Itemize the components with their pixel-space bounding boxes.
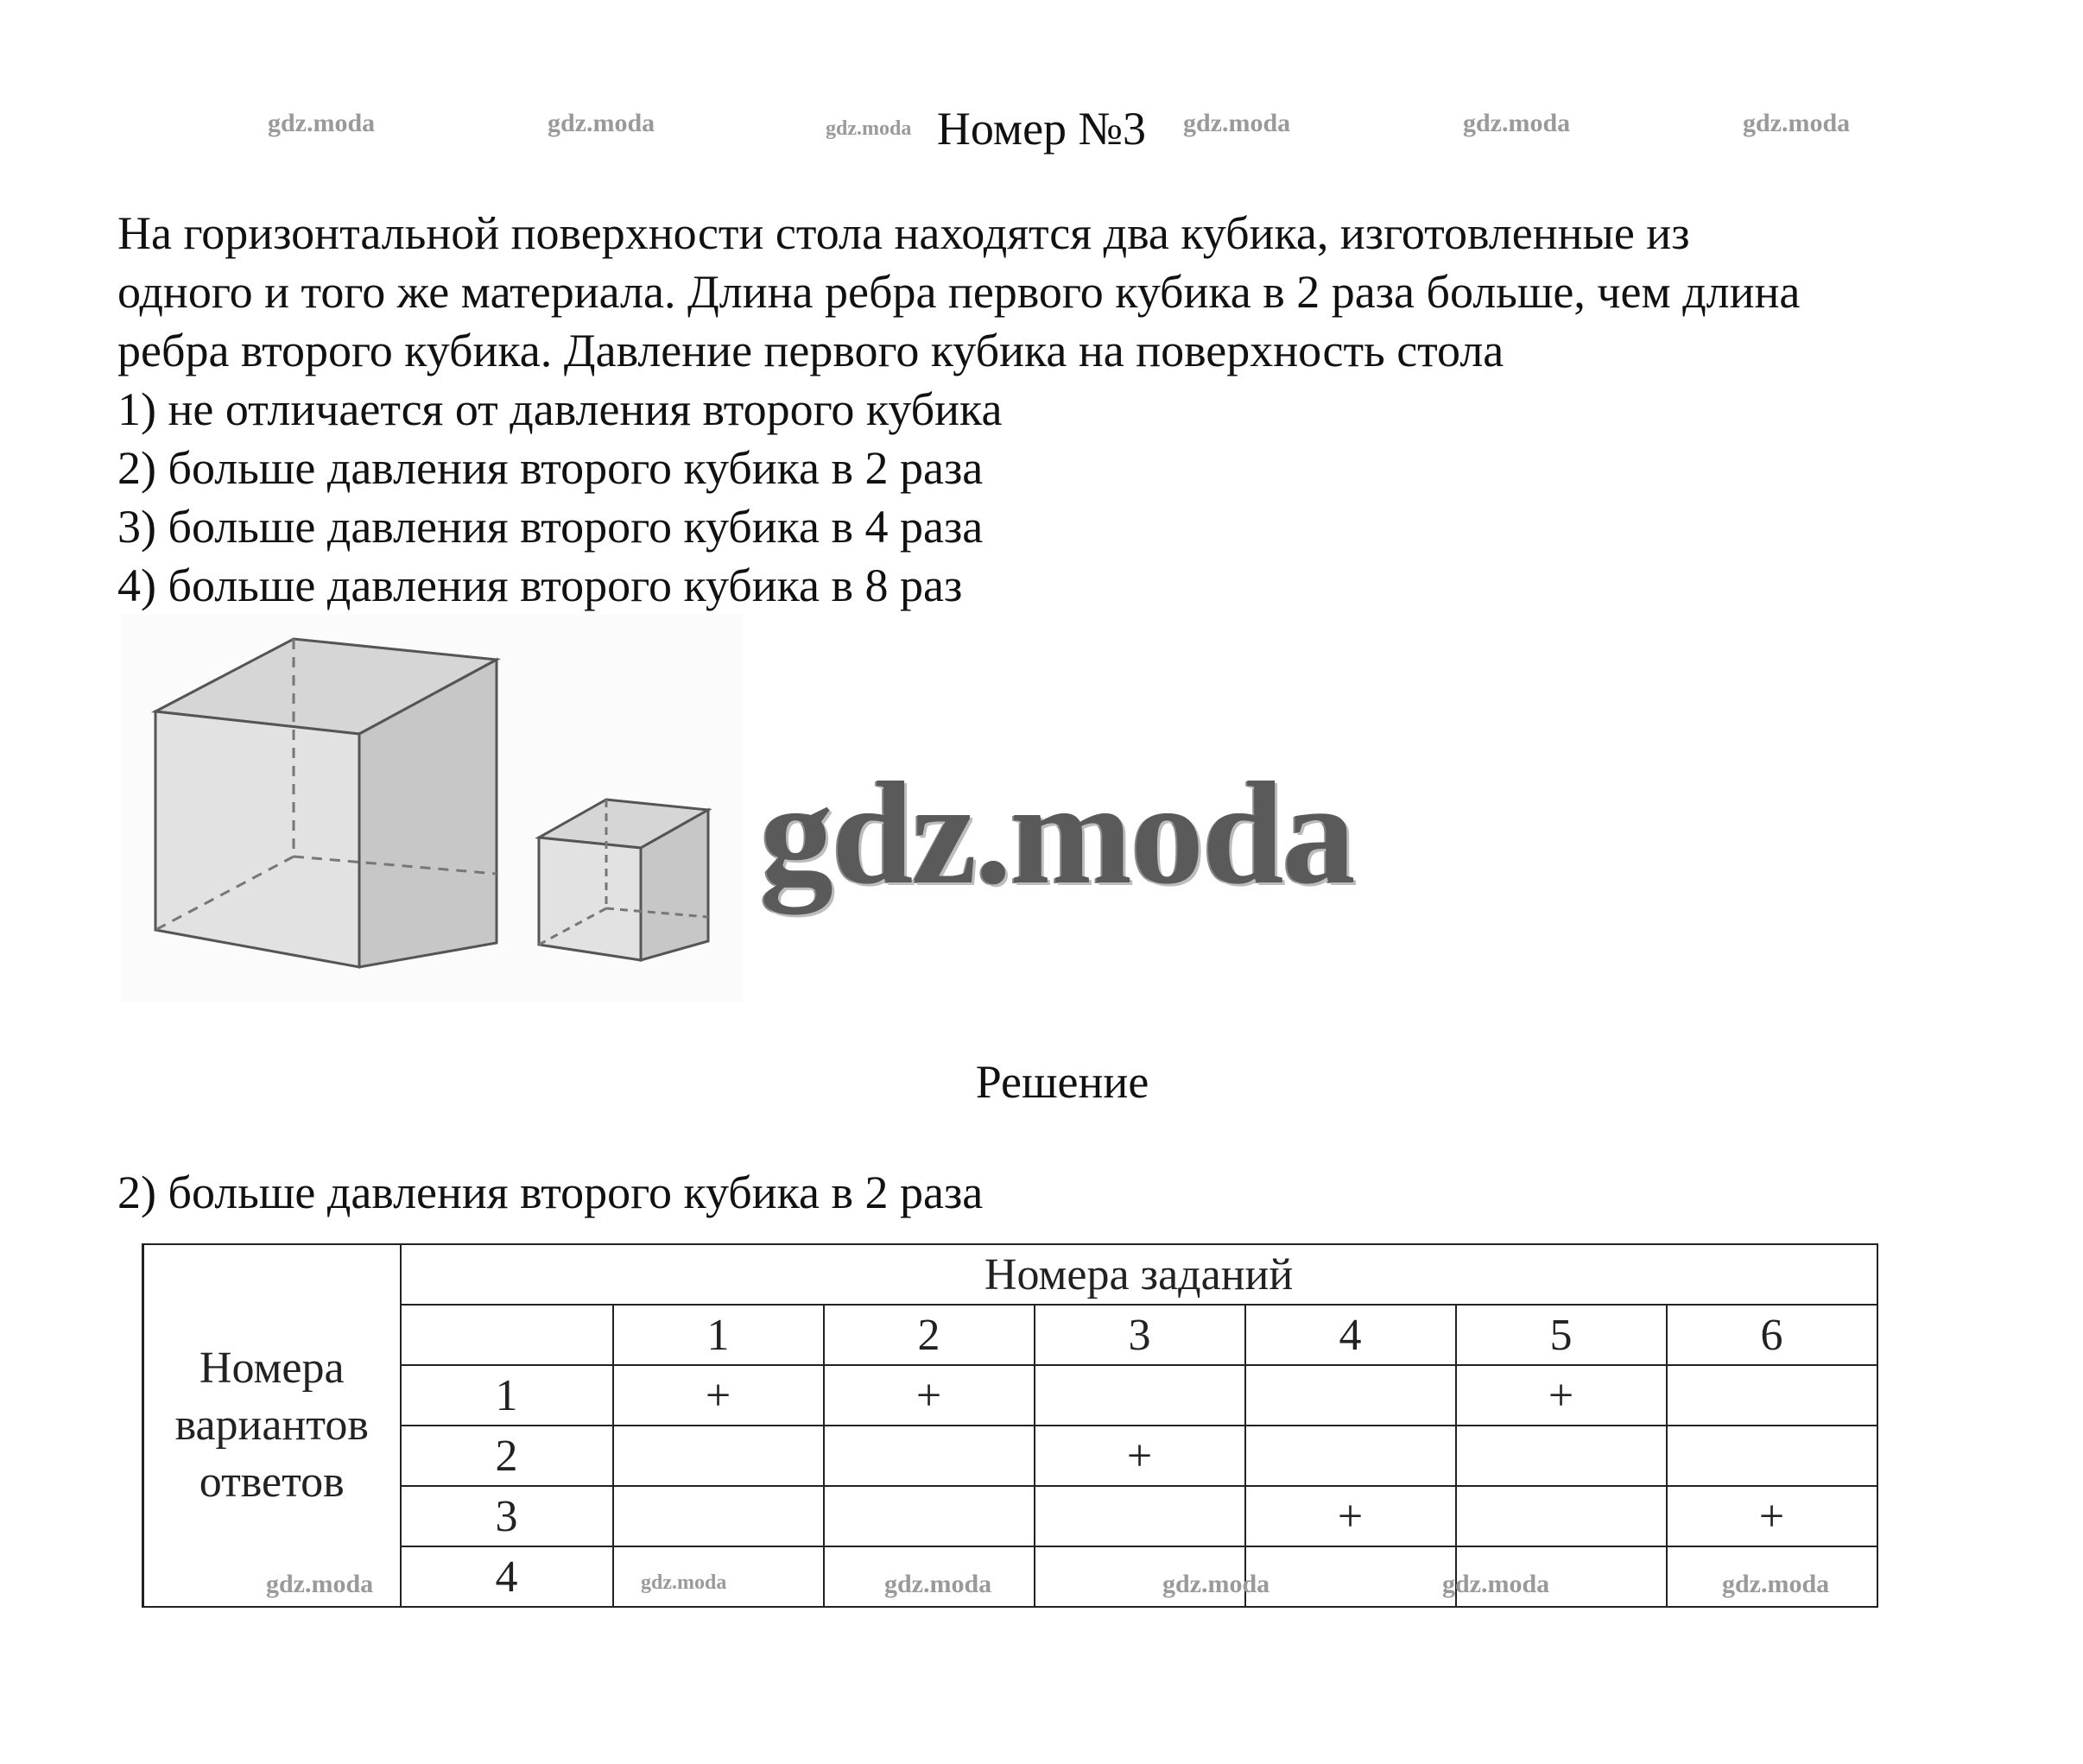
task-number: 1 (613, 1305, 824, 1365)
mark-cell (1667, 1365, 1877, 1426)
problem-line: На горизонтальной поверхности стола находятся два кубика, изготовленные из (117, 207, 1690, 259)
page-title: Номер №3 (936, 103, 1147, 155)
large-cube (155, 639, 497, 967)
watermark: gdz.moda (266, 1570, 374, 1598)
task-number: 2 (824, 1305, 1035, 1365)
mark-cell (1245, 1365, 1456, 1426)
watermark: gdz.moda (1162, 1570, 1270, 1598)
option-number: 2 (401, 1426, 613, 1486)
task-number: 4 (1245, 1305, 1456, 1365)
watermark: gdz.moda (826, 117, 912, 140)
answer-option: 4) больше давления второго кубика в 8 раз (117, 560, 963, 611)
cubes-illustration (121, 615, 743, 1002)
watermark: gdz.moda (268, 109, 376, 137)
mark-cell: + (1035, 1426, 1245, 1486)
answer-option: 2) больше давления второго кубика в 2 раза (117, 442, 984, 494)
solution-heading: Решение (975, 1056, 1149, 1108)
mark-cell (1245, 1426, 1456, 1486)
task-number: 6 (1667, 1305, 1877, 1365)
mark-cell (1035, 1486, 1245, 1546)
table-row (143, 1426, 1877, 1486)
small-cube (539, 800, 708, 960)
corner-cell (401, 1305, 613, 1365)
table-row (143, 1546, 1877, 1607)
cubes-drawing (121, 615, 743, 1002)
watermark: gdz.moda (1722, 1570, 1830, 1598)
mark-cell (613, 1486, 824, 1546)
option-number: 3 (401, 1486, 613, 1546)
problem-text (117, 204, 2069, 615)
watermark: gdz.moda (548, 109, 655, 137)
answer-option: 1) не отличается от давления второго кубика (117, 383, 1003, 435)
table-row (143, 1365, 1877, 1426)
watermark: gdz.moda (1442, 1570, 1550, 1598)
mark-cell (1456, 1426, 1667, 1486)
mark-cell (1456, 1486, 1667, 1546)
mark-cell (1035, 1365, 1245, 1426)
mark-cell (824, 1426, 1035, 1486)
rows-header: Номера вариантов ответов (143, 1244, 401, 1607)
task-number: 3 (1035, 1305, 1245, 1365)
task-number: 5 (1456, 1305, 1667, 1365)
mark-cell: + (1456, 1365, 1667, 1426)
mark-cell (824, 1486, 1035, 1546)
watermark: gdz.moda (1743, 109, 1851, 137)
answer-option: 3) больше давления второго кубика в 4 раза (117, 501, 984, 553)
watermark-large: gdz.moda (760, 752, 1354, 914)
option-number: 1 (401, 1365, 613, 1426)
mark-cell (1667, 1426, 1877, 1486)
option-number: 4 (401, 1546, 613, 1607)
mark-cell: + (824, 1365, 1035, 1426)
table-row (143, 1486, 1877, 1546)
mark-cell (613, 1426, 824, 1486)
columns-header: Номера заданий (401, 1244, 1877, 1305)
watermark: gdz.moda (1463, 109, 1571, 137)
mark-cell: + (613, 1365, 824, 1426)
watermark: gdz.moda (1183, 109, 1291, 137)
solution-answer: 2) больше давления второго кубика в 2 раза (117, 1167, 984, 1218)
problem-line: одного и того же материала. Длина ребра первого кубика в 2 раза больше, чем длина (117, 266, 1801, 318)
mark-cell (1245, 1546, 1456, 1607)
answer-table (142, 1243, 1878, 1608)
watermark: gdz.moda (884, 1570, 992, 1598)
mark-cell: + (1245, 1486, 1456, 1546)
watermark: gdz.moda (641, 1571, 727, 1594)
mark-cell: + (1667, 1486, 1877, 1546)
problem-line: ребра второго кубика. Давление первого кубика на поверхность стола (117, 325, 1504, 376)
